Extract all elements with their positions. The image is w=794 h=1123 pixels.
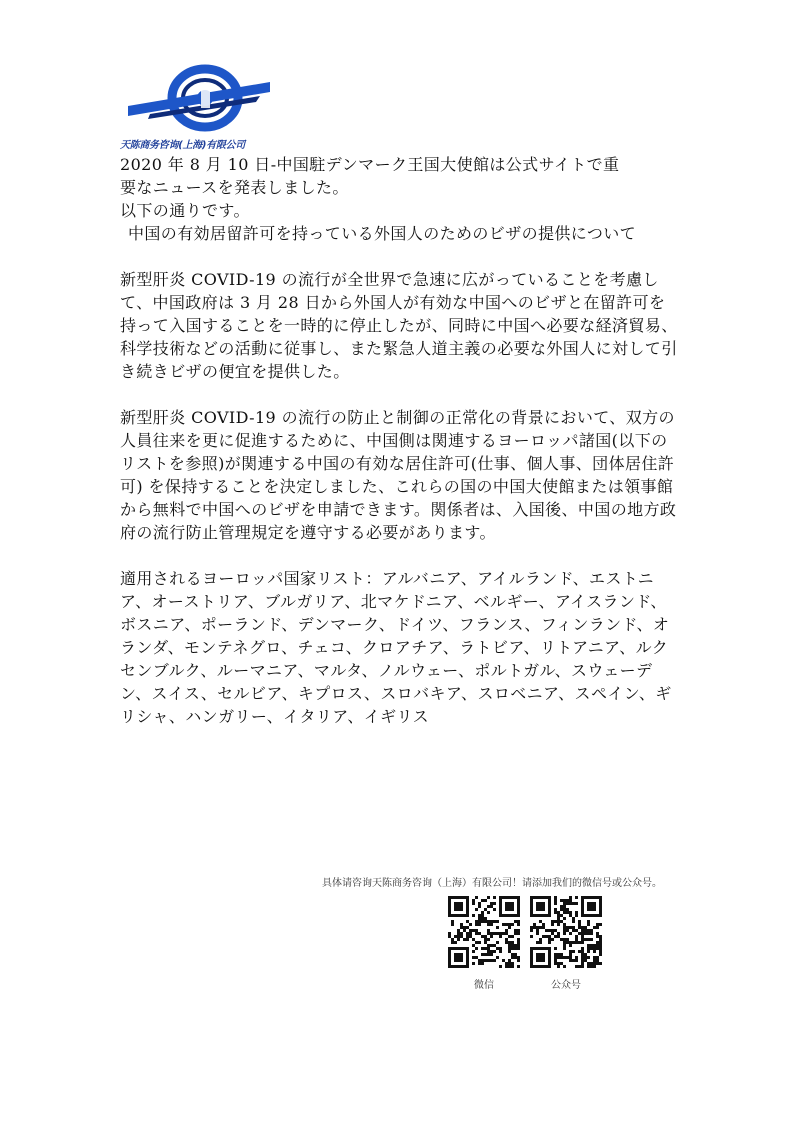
qr-wechat	[448, 896, 520, 991]
qr-official-account	[530, 896, 602, 991]
paragraph-1: 新型肝炎 COVID-19 の流行が全世界で急速に広がっていることを考慮して、中国政府は 3 月 28 日から外国人が有効な中国へのビザと在留許可を持って入国することを一時的に停止したが、同時に中国へ必要な経済貿易、科学技術などの活動に従事し、また緊急人道主義の必要な外国人に対して引き続きビザの便宜を提供した。	[120, 270, 678, 381]
spacer	[120, 245, 680, 268]
intro-text: 以下の通りです。	[120, 201, 250, 220]
header-line-1: 2020 年 8 月 10 日-中国駐デンマーク王国大使館は公式サイトで重	[120, 155, 620, 174]
qr-caption-wechat: 微信	[474, 980, 494, 991]
qr-caption-official: 公众号	[551, 980, 581, 991]
header-line-2: 要なニュースを発表しました。	[120, 178, 349, 197]
document-title: 中国の有効居留許可を持っている外国人のためのビザの提供について	[128, 224, 637, 243]
company-logo	[120, 62, 280, 152]
spacer	[120, 383, 680, 406]
company-name: 天陈商务咨询(上海)有限公司	[120, 140, 245, 151]
contact-text: 具体请咨询天陈商务咨询（上海）有限公司！请添加我们的微信号或公众号。	[322, 878, 662, 889]
paragraph-2: 新型肝炎 COVID-19 の流行の防止と制御の正常化の背景において、双方の人員往来を更に促進するために、中国側は関連するヨーロッパ諸国(以下のリストを参照)が関連する中国の有効な居住許可(仕事、個人事、団体居住許可) を保持することを決定しました、これらの国の中国大使館または領事館から無料で中国へのビザを申請できます。関係者は、入国後、中国の地方政府の流行防止管理規定を遵守する必要があります。	[120, 408, 677, 542]
qr-code-icon	[448, 896, 520, 968]
document-body	[120, 153, 680, 728]
paragraph-3: 適用されるヨーロッパ国家リスト：アルバニア、アイルランド、エストニア、オーストリア、ブルガリア、北マケドニア、ベルギー、アイスランド、ボスニア、ポーランド、デンマーク、ドイツ、フランス、フィンランド、オランダ、モンテネグロ、チェコ、クロアチア、ラトビア、リトアニア、ルクセンブルク、ルーマニア、マルタ、ノルウェー、ポルトガル、スウェーデン、スイス、セルビア、キプロス、スロバキア、スロベニア、スペイン、ギリシャ、ハンガリー、イタリア、イギリス	[120, 569, 672, 726]
qr-code-icon	[530, 896, 602, 968]
company-logo-icon	[120, 62, 280, 134]
spacer	[120, 544, 680, 567]
